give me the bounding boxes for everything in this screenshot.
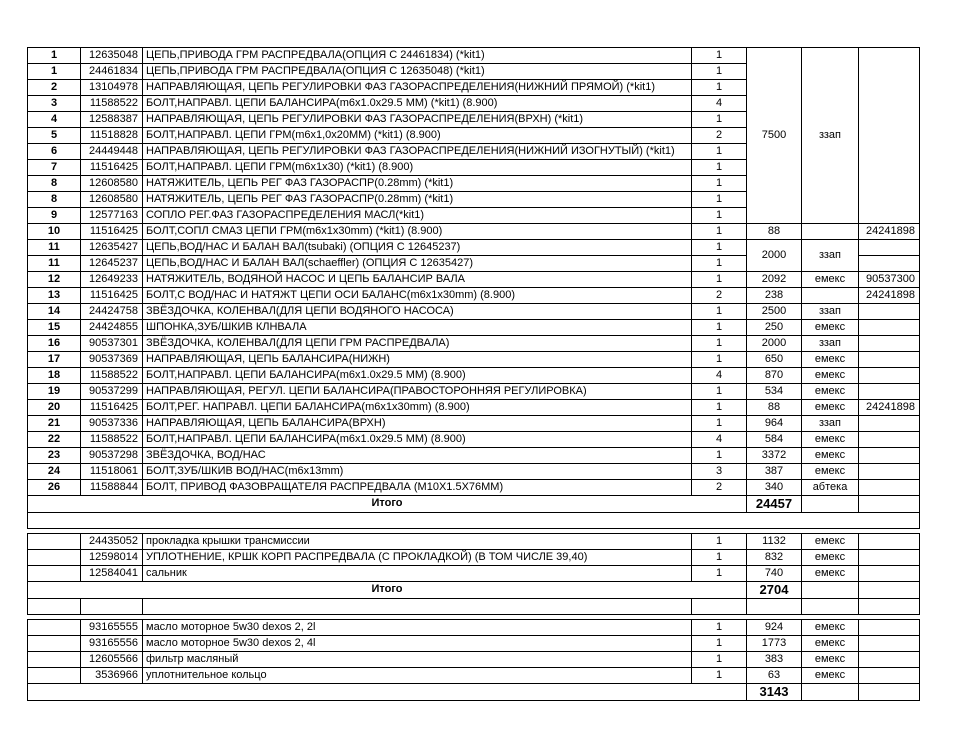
supplier-cell	[802, 496, 859, 513]
row-number-cell: 23	[28, 448, 81, 464]
total-value-cell: 24457	[747, 496, 802, 513]
qty-cell: 1	[692, 208, 747, 224]
alt-part-cell	[859, 352, 920, 368]
total-row	[28, 684, 920, 701]
description-cell: БОЛТ, ПРИВОД ФАЗОВРАЩАТЕЛЯ РАСПРЕДВАЛА (М10Х1.5Х76ММ)	[143, 480, 692, 496]
item-row	[28, 464, 920, 480]
description-cell: БОЛТ,С ВОД/НАС И НАТЯЖТ ЦЕПИ ОСИ БАЛАНС(m6x1x30mm) (8.900)	[143, 288, 692, 304]
row-number-cell: 17	[28, 352, 81, 368]
part-number-cell: 11518061	[81, 464, 143, 480]
row-number-cell: 19	[28, 384, 81, 400]
alt-part-cell	[859, 320, 920, 336]
alt-part-cell	[859, 368, 920, 384]
price-cell: 250	[747, 320, 802, 336]
part-number-cell: 24449448	[81, 144, 143, 160]
supplier-cell: ззап	[802, 336, 859, 352]
alt-part-cell	[859, 496, 920, 513]
part-number-cell: 12605566	[81, 652, 143, 668]
part-number-cell: 11516425	[81, 224, 143, 240]
supplier-cell: ззап	[802, 48, 859, 224]
row-number-cell: 5	[28, 128, 81, 144]
row-number-cell: 8	[28, 192, 81, 208]
qty-cell: 1	[692, 320, 747, 336]
alt-part-cell	[859, 636, 920, 652]
supplier-cell	[802, 288, 859, 304]
price-cell: 1132	[747, 534, 802, 550]
description-cell: НАПРАВЛЯЮЩАЯ, ЦЕПЬ РЕГУЛИРОВКИ ФАЗ ГАЗОРАСПРЕДЕЛЕНИЯ(НИЖНИЙ ИЗОГНУТЫЙ) (*kit1)	[143, 144, 692, 160]
supplier-cell: емекс	[802, 448, 859, 464]
part-number-cell: 90537298	[81, 448, 143, 464]
part-number-cell: 24435052	[81, 534, 143, 550]
part-number-cell: 13104978	[81, 80, 143, 96]
description-cell: сальник	[143, 566, 692, 582]
item-row	[28, 384, 920, 400]
part-number-cell: 12608580	[81, 192, 143, 208]
part-number-cell: 12635048	[81, 48, 143, 64]
alt-part-cell	[859, 416, 920, 432]
alt-part-cell	[859, 304, 920, 320]
item-row	[28, 668, 920, 684]
alt-part-cell	[859, 432, 920, 448]
description-cell: БОЛТ,НАПРАВЛ. ЦЕПИ ГРМ(m6x1x30) (*kit1) (8.900)	[143, 160, 692, 176]
supplier-cell: емекс	[802, 566, 859, 582]
price-cell: 7500	[747, 48, 802, 224]
description-cell: НАПРАВЛЯЮЩАЯ, РЕГУЛ. ЦЕПИ БАЛАНСИРА(ПРАВОСТОРОННЯЯ РЕГУЛИРОВКА)	[143, 384, 692, 400]
description-cell: БОЛТ,НАПРАВЛ. ЦЕПИ ГРМ(m6x1,0x20ММ) (*kit1) (8.900)	[143, 128, 692, 144]
row-number-cell: 18	[28, 368, 81, 384]
row-number-cell: 16	[28, 336, 81, 352]
empty-cell	[859, 599, 920, 615]
alt-part-cell	[859, 448, 920, 464]
supplier-cell: емекс	[802, 400, 859, 416]
price-cell: 3372	[747, 448, 802, 464]
part-number-cell: 90537299	[81, 384, 143, 400]
spacer-row	[28, 513, 920, 529]
row-number-cell	[28, 668, 81, 684]
part-number-cell: 12598014	[81, 550, 143, 566]
alt-part-cell: 24241898	[859, 224, 920, 240]
row-number-cell: 1	[28, 48, 81, 64]
row-number-cell	[28, 566, 81, 582]
row-number-cell	[28, 550, 81, 566]
row-number-cell: 12	[28, 272, 81, 288]
qty-cell: 3	[692, 464, 747, 480]
description-cell: УПЛОТНЕНИЕ, КРШК КОРП РАСПРЕДВАЛА (С ПРОКЛАДКОЙ) (В ТОМ ЧИСЛЕ 39,40)	[143, 550, 692, 566]
qty-cell: 1	[692, 48, 747, 64]
price-cell: 2500	[747, 304, 802, 320]
description-cell: масло моторное 5w30 dexos 2, 4l	[143, 636, 692, 652]
part-number-cell: 12584041	[81, 566, 143, 582]
description-cell: БОЛТ,СОПЛ СМАЗ ЦЕПИ ГРМ(m6x1x30mm) (*kit1) (8.900)	[143, 224, 692, 240]
alt-part-cell: 24241898	[859, 400, 920, 416]
item-row	[28, 304, 920, 320]
total-row	[28, 496, 920, 513]
part-number-cell: 24424855	[81, 320, 143, 336]
part-number-cell: 11588522	[81, 432, 143, 448]
empty-cell	[81, 599, 143, 615]
qty-cell: 1	[692, 80, 747, 96]
description-cell: БОЛТ,РЕГ. НАПРАВЛ. ЦЕПИ БАЛАНСИРА(m6x1x30mm) (8.900)	[143, 400, 692, 416]
qty-cell: 1	[692, 144, 747, 160]
item-row	[28, 416, 920, 432]
spacer-row	[28, 599, 920, 615]
price-cell: 88	[747, 224, 802, 240]
part-number-cell: 24424758	[81, 304, 143, 320]
item-row	[28, 240, 920, 256]
description-cell: ЗВЁЗДОЧКА, ВОД/НАС	[143, 448, 692, 464]
qty-cell: 1	[692, 336, 747, 352]
supplier-cell: емекс	[802, 432, 859, 448]
part-number-cell: 12588387	[81, 112, 143, 128]
qty-cell: 1	[692, 160, 747, 176]
description-cell: ЗВЁЗДОЧКА, КОЛЕНВАЛ(ДЛЯ ЦЕПИ ГРМ РАСПРЕДВАЛА)	[143, 336, 692, 352]
part-number-cell: 12645237	[81, 256, 143, 272]
alt-part-cell	[859, 668, 920, 684]
qty-cell: 4	[692, 96, 747, 112]
alt-part-cell	[859, 582, 920, 599]
price-cell: 63	[747, 668, 802, 684]
row-number-cell	[28, 620, 81, 636]
qty-cell: 1	[692, 112, 747, 128]
item-row	[28, 432, 920, 448]
alt-part-cell	[859, 480, 920, 496]
price-cell: 1773	[747, 636, 802, 652]
qty-cell: 1	[692, 192, 747, 208]
part-number-cell: 3536966	[81, 668, 143, 684]
description-cell: НАПРАВЛЯЮЩАЯ, ЦЕПЬ БАЛАНСИРА(НИЖН)	[143, 352, 692, 368]
description-cell: НАПРАВЛЯЮЩАЯ, ЦЕПЬ РЕГУЛИРОВКИ ФАЗ ГАЗОРАСПРЕДЕЛЕНИЯ(НИЖНИЙ ПРЯМОЙ) (*kit1)	[143, 80, 692, 96]
row-number-cell: 13	[28, 288, 81, 304]
row-number-cell	[28, 636, 81, 652]
supplier-cell: емекс	[802, 464, 859, 480]
description-cell: ЦЕПЬ,ВОД/НАС И БАЛАН ВАЛ(schaeffler) (ОПЦИЯ С 12635427)	[143, 256, 692, 272]
empty-cell	[28, 599, 81, 615]
row-number-cell: 9	[28, 208, 81, 224]
qty-cell: 1	[692, 550, 747, 566]
row-number-cell: 4	[28, 112, 81, 128]
supplier-cell: емекс	[802, 668, 859, 684]
part-number-cell: 90537301	[81, 336, 143, 352]
row-number-cell: 15	[28, 320, 81, 336]
price-cell: 924	[747, 620, 802, 636]
part-number-cell: 12577163	[81, 208, 143, 224]
price-cell: 964	[747, 416, 802, 432]
row-number-cell: 21	[28, 416, 81, 432]
alt-part-cell	[859, 550, 920, 566]
description-cell: ЗВЁЗДОЧКА, КОЛЕНВАЛ(ДЛЯ ЦЕПИ ВОДЯНОГО НАСОСА)	[143, 304, 692, 320]
parts-table-oil	[27, 619, 920, 701]
alt-part-cell	[859, 534, 920, 550]
supplier-cell: емекс	[802, 320, 859, 336]
item-row	[28, 620, 920, 636]
supplier-cell: ззап	[802, 240, 859, 272]
parts-table-gaskets	[27, 533, 920, 615]
item-row	[28, 566, 920, 582]
item-row	[28, 550, 920, 566]
alt-part-cell	[859, 256, 920, 272]
row-number-cell: 26	[28, 480, 81, 496]
price-cell: 88	[747, 400, 802, 416]
qty-cell: 1	[692, 256, 747, 272]
qty-cell: 1	[692, 176, 747, 192]
description-cell: НАПРАВЛЯЮЩАЯ, ЦЕПЬ БАЛАНСИРА(ВРХН)	[143, 416, 692, 432]
supplier-cell: абтека	[802, 480, 859, 496]
description-cell: ЦЕПЬ,ПРИВОДА ГРМ РАСПРЕДВАЛА(ОПЦИЯ С 12635048) (*kit1)	[143, 64, 692, 80]
part-number-cell: 12649233	[81, 272, 143, 288]
part-number-cell: 93165556	[81, 636, 143, 652]
description-cell: БОЛТ,НАПРАВЛ. ЦЕПИ БАЛАНСИРА(m6x1.0x29.5 ММ) (*kit1) (8.900)	[143, 96, 692, 112]
qty-cell: 1	[692, 416, 747, 432]
row-number-cell: 20	[28, 400, 81, 416]
total-value-cell: 2704	[747, 582, 802, 599]
price-cell: 340	[747, 480, 802, 496]
qty-cell: 2	[692, 288, 747, 304]
part-number-cell: 11516425	[81, 400, 143, 416]
description-cell: фильтр масляный	[143, 652, 692, 668]
price-cell: 534	[747, 384, 802, 400]
qty-cell: 1	[692, 64, 747, 80]
qty-cell: 1	[692, 448, 747, 464]
supplier-cell: емекс	[802, 272, 859, 288]
supplier-cell: емекс	[802, 652, 859, 668]
alt-part-cell	[859, 566, 920, 582]
item-row	[28, 534, 920, 550]
empty-cell	[747, 599, 802, 615]
price-cell: 2000	[747, 336, 802, 352]
part-number-cell: 12635427	[81, 240, 143, 256]
qty-cell: 1	[692, 272, 747, 288]
empty-cell	[143, 599, 692, 615]
supplier-cell	[802, 224, 859, 240]
price-cell: 383	[747, 652, 802, 668]
row-number-cell: 10	[28, 224, 81, 240]
item-row	[28, 320, 920, 336]
qty-cell: 1	[692, 566, 747, 582]
price-cell: 650	[747, 352, 802, 368]
supplier-cell	[802, 582, 859, 599]
price-cell: 832	[747, 550, 802, 566]
description-cell: НАТЯЖИТЕЛЬ, ЦЕПЬ РЕГ ФАЗ ГАЗОРАСПР(0.28mm) (*kit1)	[143, 192, 692, 208]
supplier-cell: емекс	[802, 534, 859, 550]
item-row	[28, 480, 920, 496]
description-cell: ЦЕПЬ,ВОД/НАС И БАЛАН ВАЛ(tsubaki) (ОПЦИЯ С 12645237)	[143, 240, 692, 256]
total-label-cell	[28, 684, 747, 701]
part-number-cell: 24461834	[81, 64, 143, 80]
item-row	[28, 272, 920, 288]
item-row	[28, 288, 920, 304]
item-row	[28, 368, 920, 384]
row-number-cell: 14	[28, 304, 81, 320]
description-cell: прокладка крышки трансмиссии	[143, 534, 692, 550]
description-cell: уплотнительное кольцо	[143, 668, 692, 684]
supplier-cell: ззап	[802, 304, 859, 320]
part-number-cell: 11516425	[81, 160, 143, 176]
qty-cell: 1	[692, 620, 747, 636]
qty-cell: 1	[692, 534, 747, 550]
row-number-cell: 8	[28, 176, 81, 192]
qty-cell: 4	[692, 368, 747, 384]
part-number-cell: 11588522	[81, 96, 143, 112]
part-number-cell: 90537336	[81, 416, 143, 432]
empty-cell	[692, 599, 747, 615]
description-cell: БОЛТ,НАПРАВЛ. ЦЕПИ БАЛАНСИРА(m6x1.0x29.5 ММ) (8.900)	[143, 432, 692, 448]
part-number-cell: 90537369	[81, 352, 143, 368]
alt-part-cell: 90537300	[859, 272, 920, 288]
part-number-cell: 93165555	[81, 620, 143, 636]
price-cell: 870	[747, 368, 802, 384]
row-number-cell: 6	[28, 144, 81, 160]
item-row	[28, 224, 920, 240]
qty-cell: 4	[692, 432, 747, 448]
item-row	[28, 448, 920, 464]
item-row	[28, 400, 920, 416]
row-number-cell	[28, 652, 81, 668]
part-number-cell: 11518828	[81, 128, 143, 144]
qty-cell: 1	[692, 652, 747, 668]
parts-table-kit-body	[28, 48, 920, 529]
qty-cell: 1	[692, 400, 747, 416]
price-cell: 387	[747, 464, 802, 480]
supplier-cell	[802, 684, 859, 701]
supplier-cell: емекс	[802, 550, 859, 566]
qty-cell: 1	[692, 224, 747, 240]
description-cell: масло моторное 5w30 dexos 2, 2l	[143, 620, 692, 636]
price-cell: 2092	[747, 272, 802, 288]
parts-table-oil-body	[28, 620, 920, 701]
row-number-cell: 11	[28, 256, 81, 272]
part-number-cell: 11516425	[81, 288, 143, 304]
qty-cell: 1	[692, 668, 747, 684]
alt-part-cell	[859, 620, 920, 636]
spacer-cell	[28, 513, 920, 529]
price-cell: 740	[747, 566, 802, 582]
item-row	[28, 336, 920, 352]
qty-cell: 2	[692, 480, 747, 496]
row-number-cell: 24	[28, 464, 81, 480]
total-value-cell: 3143	[747, 684, 802, 701]
alt-part-cell	[859, 240, 920, 256]
description-cell: НАТЯЖИТЕЛЬ, ЦЕПЬ РЕГ ФАЗ ГАЗОРАСПР(0.28mm) (*kit1)	[143, 176, 692, 192]
parts-table-gaskets-body	[28, 534, 920, 615]
description-cell: БОЛТ,НАПРАВЛ. ЦЕПИ БАЛАНСИРА(m6x1.0x29.5 ММ) (8.900)	[143, 368, 692, 384]
row-number-cell: 22	[28, 432, 81, 448]
qty-cell: 1	[692, 384, 747, 400]
supplier-cell: емекс	[802, 368, 859, 384]
alt-part-cell	[859, 48, 920, 224]
description-cell: БОЛТ,ЗУБ/ШКИВ ВОД/НАС(m6x13mm)	[143, 464, 692, 480]
item-row	[28, 652, 920, 668]
row-number-cell: 3	[28, 96, 81, 112]
description-cell: НАПРАВЛЯЮЩАЯ, ЦЕПЬ РЕГУЛИРОВКИ ФАЗ ГАЗОРАСПРЕДЕЛЕНИЯ(ВРХН) (*kit1)	[143, 112, 692, 128]
supplier-cell: емекс	[802, 620, 859, 636]
item-row	[28, 636, 920, 652]
row-number-cell: 2	[28, 80, 81, 96]
empty-cell	[802, 599, 859, 615]
description-cell: ЦЕПЬ,ПРИВОДА ГРМ РАСПРЕДВАЛА(ОПЦИЯ С 24461834) (*kit1)	[143, 48, 692, 64]
price-cell: 2000	[747, 240, 802, 272]
qty-cell: 1	[692, 240, 747, 256]
alt-part-cell	[859, 384, 920, 400]
parts-table-kit	[27, 47, 920, 529]
qty-cell: 1	[692, 636, 747, 652]
total-row	[28, 582, 920, 599]
total-label-cell: Итого	[28, 582, 747, 599]
item-row	[28, 352, 920, 368]
row-number-cell: 11	[28, 240, 81, 256]
part-number-cell: 11588522	[81, 368, 143, 384]
alt-part-cell	[859, 684, 920, 701]
part-number-cell: 11588844	[81, 480, 143, 496]
row-number-cell	[28, 534, 81, 550]
total-label-cell: Итого	[28, 496, 747, 513]
alt-part-cell	[859, 464, 920, 480]
qty-cell: 1	[692, 352, 747, 368]
supplier-cell: ззап	[802, 416, 859, 432]
alt-part-cell	[859, 336, 920, 352]
item-row	[28, 48, 920, 64]
row-number-cell: 7	[28, 160, 81, 176]
qty-cell: 1	[692, 304, 747, 320]
price-cell: 584	[747, 432, 802, 448]
description-cell: НАТЯЖИТЕЛЬ, ВОДЯНОЙ НАСОС И ЦЕПЬ БАЛАНСИР ВАЛА	[143, 272, 692, 288]
qty-cell: 2	[692, 128, 747, 144]
part-number-cell: 12608580	[81, 176, 143, 192]
description-cell: ШПОНКА,ЗУБ/ШКИВ КЛНВАЛА	[143, 320, 692, 336]
alt-part-cell	[859, 652, 920, 668]
alt-part-cell: 24241898	[859, 288, 920, 304]
description-cell: СОПЛО РЕГ.ФАЗ ГАЗОРАСПРЕДЕЛЕНИЯ МАСЛ(*kit1)	[143, 208, 692, 224]
price-cell: 238	[747, 288, 802, 304]
parts-list-sheet	[27, 47, 920, 705]
supplier-cell: емекс	[802, 352, 859, 368]
supplier-cell: емекс	[802, 384, 859, 400]
row-number-cell: 1	[28, 64, 81, 80]
supplier-cell: емекс	[802, 636, 859, 652]
